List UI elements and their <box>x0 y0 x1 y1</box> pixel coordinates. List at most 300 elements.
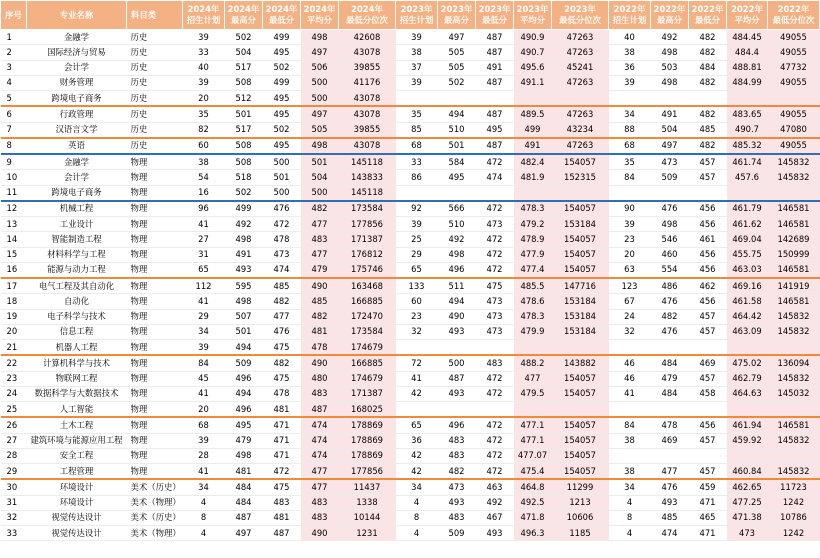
cell-rank-2022: 141919 <box>768 278 820 294</box>
column-header-major: 专业名称 <box>27 1 127 30</box>
cell-min-2022: 482 <box>689 138 727 154</box>
cell-rank-2023: 153184 <box>552 217 609 232</box>
cell-avg-2023 <box>514 340 552 356</box>
column-header-rank-2023: 2023年 最低分位次 <box>552 1 609 30</box>
cell-rank-2024: 166885 <box>339 355 396 371</box>
cell-major: 机器人工程 <box>27 340 127 356</box>
cell-max-2024: 518 <box>225 170 263 185</box>
cell-rank-2023: 47263 <box>552 75 609 90</box>
cell-avg-2024: 500 <box>301 91 339 107</box>
cell-plan-2023 <box>396 91 438 107</box>
cell-avg-2022 <box>727 91 768 107</box>
cell-plan-2024: 41 <box>183 217 225 232</box>
cell-min-2022: 458 <box>689 386 727 401</box>
cell-min-2023: 487 <box>476 106 514 122</box>
cell-avg-2024: 490 <box>301 355 339 371</box>
cell-plan-2024: 39 <box>183 30 225 45</box>
cell-seq: 11 <box>1 185 27 201</box>
cell-subject: 历史 <box>127 122 183 138</box>
cell-max-2023: 487 <box>438 371 476 386</box>
cell-max-2022: 498 <box>651 217 689 232</box>
cell-max-2023: 495 <box>438 170 476 185</box>
cell-min-2023: 473 <box>476 309 514 324</box>
cell-rank-2022: 146581 <box>768 417 820 433</box>
cell-rank-2024: 1338 <box>339 495 396 510</box>
cell-max-2024: 498 <box>225 448 263 463</box>
cell-rank-2024: 168025 <box>339 402 396 418</box>
cell-avg-2023: 478.3 <box>514 309 552 324</box>
cell-major: 物联网工程 <box>27 371 127 386</box>
cell-rank-2023: 11299 <box>552 479 609 495</box>
cell-avg-2024: 487 <box>301 402 339 418</box>
cell-min-2023: 472 <box>476 247 514 262</box>
cell-major: 建筑环境与能源应用工程 <box>27 433 127 448</box>
cell-avg-2022: 473 <box>727 526 768 541</box>
cell-subject: 物理 <box>127 402 183 418</box>
cell-rank-2022: 145832 <box>768 170 820 185</box>
cell-plan-2023: 8 <box>396 510 438 525</box>
cell-max-2023: 497 <box>438 30 476 45</box>
cell-subject: 物理 <box>127 294 183 309</box>
cell-subject: 历史 <box>127 30 183 45</box>
cell-subject: 历史 <box>127 45 183 60</box>
cell-min-2024: 483 <box>263 495 301 510</box>
cell-min-2022: 456 <box>689 247 727 262</box>
cell-plan-2024: 60 <box>183 138 225 154</box>
cell-max-2022: 498 <box>651 75 689 90</box>
cell-min-2022 <box>689 91 727 107</box>
cell-max-2022: 469 <box>651 433 689 448</box>
cell-rank-2023: 47263 <box>552 138 609 154</box>
cell-major: 会计学 <box>27 60 127 75</box>
cell-max-2023: 493 <box>438 386 476 401</box>
table-row <box>1 448 820 463</box>
cell-max-2024: 504 <box>225 45 263 60</box>
cell-avg-2022: 461.58 <box>727 294 768 309</box>
cell-rank-2024: 163468 <box>339 278 396 294</box>
cell-rank-2024: 145118 <box>339 154 396 170</box>
cell-rank-2024: 177856 <box>339 217 396 232</box>
cell-avg-2022: 485.32 <box>727 138 768 154</box>
cell-plan-2024: 54 <box>183 170 225 185</box>
cell-avg-2024: 482 <box>301 309 339 324</box>
cell-plan-2022: 4 <box>609 526 651 541</box>
cell-max-2022: 474 <box>651 526 689 541</box>
cell-seq: 19 <box>1 309 27 324</box>
cell-plan-2024: 39 <box>183 340 225 356</box>
cell-max-2024: 494 <box>225 386 263 401</box>
cell-avg-2022: 475.02 <box>727 355 768 371</box>
cell-rank-2024: 171387 <box>339 386 396 401</box>
cell-avg-2024: 477 <box>301 464 339 480</box>
cell-seq: 4 <box>1 75 27 90</box>
cell-avg-2024: 506 <box>301 60 339 75</box>
cell-rank-2022: 49055 <box>768 45 820 60</box>
cell-rank-2023: 10606 <box>552 510 609 525</box>
cell-min-2023: 472 <box>476 386 514 401</box>
cell-rank-2024: 172470 <box>339 309 396 324</box>
cell-plan-2022: 23 <box>609 232 651 247</box>
cell-avg-2023: 491.1 <box>514 75 552 90</box>
cell-plan-2023: 23 <box>396 309 438 324</box>
cell-plan-2023: 25 <box>396 232 438 247</box>
cell-plan-2022: 39 <box>609 75 651 90</box>
cell-seq: 24 <box>1 386 27 401</box>
cell-major: 信息工程 <box>27 324 127 339</box>
table-row <box>1 60 820 75</box>
cell-avg-2024: 497 <box>301 45 339 60</box>
table-row <box>1 340 820 356</box>
cell-avg-2022: 484.45 <box>727 30 768 45</box>
table-row <box>1 324 820 339</box>
cell-plan-2024: 31 <box>183 247 225 262</box>
cell-avg-2022: 459.92 <box>727 433 768 448</box>
cell-plan-2024: 35 <box>183 106 225 122</box>
cell-rank-2023: 154057 <box>552 433 609 448</box>
cell-major: 环境设计 <box>27 495 127 510</box>
cell-min-2024: 471 <box>263 417 301 433</box>
column-header-avg-2023: 2023年 平均分 <box>514 1 552 30</box>
cell-rank-2023: 154057 <box>552 232 609 247</box>
cell-max-2022: 493 <box>651 495 689 510</box>
cell-seq: 20 <box>1 324 27 339</box>
cell-min-2022: 482 <box>689 45 727 60</box>
column-header-max-2022: 2022年 最高分 <box>651 1 689 30</box>
cell-plan-2023: 33 <box>396 154 438 170</box>
cell-plan-2022 <box>609 185 651 201</box>
cell-max-2023 <box>438 340 476 356</box>
cell-subject: 历史 <box>127 60 183 75</box>
cell-plan-2024: 8 <box>183 510 225 525</box>
cell-plan-2022: 24 <box>609 309 651 324</box>
table-row <box>1 355 820 371</box>
cell-min-2023: 474 <box>476 170 514 185</box>
cell-avg-2022: 484.99 <box>727 75 768 90</box>
cell-max-2022: 476 <box>651 324 689 339</box>
cell-max-2024: 498 <box>225 294 263 309</box>
cell-plan-2024: 41 <box>183 464 225 480</box>
cell-plan-2023: 65 <box>396 262 438 278</box>
cell-max-2023: 496 <box>438 417 476 433</box>
cell-avg-2023: 479.2 <box>514 217 552 232</box>
cell-max-2023: 500 <box>438 355 476 371</box>
cell-min-2022: 457 <box>689 324 727 339</box>
cell-subject: 美术（物理） <box>127 495 183 510</box>
cell-subject: 物理 <box>127 355 183 371</box>
cell-seq: 14 <box>1 232 27 247</box>
cell-seq: 13 <box>1 217 27 232</box>
cell-avg-2022: 455.75 <box>727 247 768 262</box>
cell-avg-2023: 499 <box>514 122 552 138</box>
cell-major: 材料科学与工程 <box>27 247 127 262</box>
cell-rank-2022: 150999 <box>768 247 820 262</box>
cell-min-2024: 476 <box>263 324 301 339</box>
cell-plan-2022: 41 <box>609 386 651 401</box>
cell-avg-2023: 477.9 <box>514 247 552 262</box>
cell-min-2022: 485 <box>689 122 727 138</box>
cell-major: 视觉传达设计 <box>27 510 127 525</box>
cell-plan-2024: 39 <box>183 75 225 90</box>
cell-max-2024: 502 <box>225 185 263 201</box>
cell-max-2023: 505 <box>438 60 476 75</box>
cell-plan-2023 <box>396 402 438 418</box>
cell-min-2024: 500 <box>263 154 301 170</box>
cell-max-2023: 493 <box>438 495 476 510</box>
cell-min-2024: 495 <box>263 91 301 107</box>
cell-avg-2023: 464.8 <box>514 479 552 495</box>
cell-rank-2024: 176812 <box>339 247 396 262</box>
cell-max-2023: 483 <box>438 510 476 525</box>
cell-subject: 物理 <box>127 262 183 278</box>
cell-rank-2022: 10786 <box>768 510 820 525</box>
cell-avg-2022: 463.03 <box>727 262 768 278</box>
column-header-min-2024: 2024年 最低分 <box>263 1 301 30</box>
cell-major: 英语 <box>27 138 127 154</box>
cell-rank-2024: 173584 <box>339 324 396 339</box>
cell-rank-2023 <box>552 402 609 418</box>
cell-min-2024: 471 <box>263 448 301 463</box>
cell-avg-2024: 501 <box>301 154 339 170</box>
cell-min-2023: 472 <box>476 154 514 170</box>
cell-major: 机械工程 <box>27 201 127 217</box>
cell-plan-2024: 34 <box>183 324 225 339</box>
cell-plan-2022: 4 <box>609 495 651 510</box>
cell-rank-2022: 145832 <box>768 464 820 480</box>
cell-rank-2023: 147716 <box>552 278 609 294</box>
cell-max-2022: 503 <box>651 60 689 75</box>
table-row <box>1 170 820 185</box>
cell-min-2022 <box>689 402 727 418</box>
table-row <box>1 526 820 541</box>
cell-avg-2023: 479.5 <box>514 386 552 401</box>
cell-plan-2022 <box>609 448 651 463</box>
cell-max-2022: 492 <box>651 30 689 45</box>
cell-min-2023: 487 <box>476 138 514 154</box>
cell-avg-2023: 478.3 <box>514 201 552 217</box>
cell-min-2024: 495 <box>263 106 301 122</box>
cell-plan-2023: 4 <box>396 495 438 510</box>
table-row <box>1 75 820 90</box>
cell-rank-2024: 171387 <box>339 232 396 247</box>
cell-plan-2023: 42 <box>396 386 438 401</box>
cell-max-2024: 484 <box>225 479 263 495</box>
column-header-subject: 科目类 <box>127 1 183 30</box>
cell-min-2023: 472 <box>476 448 514 463</box>
cell-rank-2022: 145832 <box>768 309 820 324</box>
cell-plan-2024: 112 <box>183 278 225 294</box>
cell-major: 国际经济与贸易 <box>27 45 127 60</box>
cell-avg-2022 <box>727 185 768 201</box>
cell-plan-2022: 35 <box>609 154 651 170</box>
cell-seq: 12 <box>1 201 27 217</box>
cell-major: 金融学 <box>27 154 127 170</box>
cell-rank-2024: 143833 <box>339 170 396 185</box>
cell-max-2023: 493 <box>438 324 476 339</box>
cell-max-2022: 504 <box>651 122 689 138</box>
cell-avg-2023: 495.6 <box>514 60 552 75</box>
cell-major: 跨境电子商务 <box>27 185 127 201</box>
cell-avg-2024: 505 <box>301 122 339 138</box>
cell-min-2023: 491 <box>476 60 514 75</box>
cell-min-2022: 482 <box>689 106 727 122</box>
cell-avg-2022: 461.62 <box>727 217 768 232</box>
cell-rank-2023: 47263 <box>552 45 609 60</box>
cell-major: 人工智能 <box>27 402 127 418</box>
cell-plan-2023: 39 <box>396 30 438 45</box>
table-row <box>1 464 820 480</box>
cell-avg-2024: 477 <box>301 247 339 262</box>
cell-rank-2024: 178869 <box>339 433 396 448</box>
cell-rank-2023: 153184 <box>552 309 609 324</box>
cell-major: 数据科学与大数据技术 <box>27 386 127 401</box>
cell-max-2024: 501 <box>225 324 263 339</box>
cell-avg-2023: 477.07 <box>514 448 552 463</box>
cell-avg-2023: 489.5 <box>514 106 552 122</box>
cell-min-2024: 472 <box>263 464 301 480</box>
cell-rank-2022: 145832 <box>768 154 820 170</box>
cell-avg-2024: 478 <box>301 340 339 356</box>
cell-plan-2022: 32 <box>609 324 651 339</box>
cell-rank-2022: 146581 <box>768 217 820 232</box>
cell-min-2024: 502 <box>263 122 301 138</box>
cell-max-2024: 517 <box>225 122 263 138</box>
cell-max-2024: 512 <box>225 91 263 107</box>
cell-min-2024: 482 <box>263 294 301 309</box>
cell-max-2023: 501 <box>438 138 476 154</box>
cell-avg-2024: 498 <box>301 138 339 154</box>
cell-seq: 18 <box>1 294 27 309</box>
cell-avg-2022: 460.84 <box>727 464 768 480</box>
cell-avg-2022: 471.38 <box>727 510 768 525</box>
cell-plan-2024: 20 <box>183 91 225 107</box>
cell-avg-2023: 481.9 <box>514 170 552 185</box>
column-header-avg-2022: 2022年 平均分 <box>727 1 768 30</box>
table-row <box>1 201 820 217</box>
cell-min-2023: 472 <box>476 232 514 247</box>
cell-rank-2022: 1242 <box>768 495 820 510</box>
cell-rank-2022 <box>768 340 820 356</box>
cell-max-2024: 501 <box>225 106 263 122</box>
cell-avg-2024: 474 <box>301 433 339 448</box>
cell-max-2024: 496 <box>225 402 263 418</box>
cell-max-2022 <box>651 448 689 463</box>
cell-avg-2024: 483 <box>301 495 339 510</box>
cell-avg-2022: 461.79 <box>727 201 768 217</box>
table-row <box>1 386 820 401</box>
cell-min-2023: 472 <box>476 417 514 433</box>
cell-major: 能源与动力工程 <box>27 262 127 278</box>
cell-rank-2022: 49055 <box>768 138 820 154</box>
table-row <box>1 417 820 433</box>
cell-plan-2023: 60 <box>396 294 438 309</box>
cell-max-2023: 483 <box>438 433 476 448</box>
cell-rank-2024: 43078 <box>339 45 396 60</box>
cell-seq: 28 <box>1 448 27 463</box>
cell-plan-2023: 36 <box>396 433 438 448</box>
cell-min-2022 <box>689 340 727 356</box>
cell-min-2024: 477 <box>263 309 301 324</box>
cell-plan-2023 <box>396 185 438 201</box>
cell-avg-2022: 464.42 <box>727 309 768 324</box>
cell-avg-2024: 474 <box>301 417 339 433</box>
cell-seq: 2 <box>1 45 27 60</box>
cell-min-2022: 457 <box>689 371 727 386</box>
cell-max-2023: 482 <box>438 464 476 480</box>
cell-rank-2022: 49055 <box>768 75 820 90</box>
cell-max-2023: 498 <box>438 247 476 262</box>
cell-plan-2022: 34 <box>609 479 651 495</box>
cell-avg-2022: 488.81 <box>727 60 768 75</box>
cell-avg-2023: 490.7 <box>514 45 552 60</box>
cell-rank-2023 <box>552 185 609 201</box>
cell-avg-2022: 484.4 <box>727 45 768 60</box>
table-row <box>1 402 820 418</box>
cell-rank-2022 <box>768 448 820 463</box>
cell-max-2023: 492 <box>438 232 476 247</box>
cell-rank-2024: 178869 <box>339 448 396 463</box>
cell-rank-2024: 173584 <box>339 201 396 217</box>
cell-min-2023: 463 <box>476 479 514 495</box>
cell-plan-2022 <box>609 91 651 107</box>
cell-major: 工业设计 <box>27 217 127 232</box>
cell-plan-2022 <box>609 402 651 418</box>
cell-max-2023: 473 <box>438 479 476 495</box>
cell-major: 土木工程 <box>27 417 127 433</box>
table-row <box>1 122 820 138</box>
cell-max-2022: 554 <box>651 262 689 278</box>
cell-avg-2022: 490.7 <box>727 122 768 138</box>
cell-rank-2024: 145118 <box>339 185 396 201</box>
cell-plan-2023: 133 <box>396 278 438 294</box>
cell-min-2024: 478 <box>263 232 301 247</box>
cell-min-2022: 469 <box>689 355 727 371</box>
cell-seq: 10 <box>1 170 27 185</box>
cell-min-2023: 483 <box>476 355 514 371</box>
cell-plan-2023: 42 <box>396 448 438 463</box>
cell-rank-2023: 154057 <box>552 464 609 480</box>
cell-rank-2024: 43078 <box>339 91 396 107</box>
cell-major: 行政管理 <box>27 106 127 122</box>
cell-major: 计算机科学与技术 <box>27 355 127 371</box>
cell-avg-2022: 457.6 <box>727 170 768 185</box>
cell-seq: 21 <box>1 340 27 356</box>
cell-avg-2022: 462.79 <box>727 371 768 386</box>
table-row <box>1 479 820 495</box>
cell-seq: 8 <box>1 138 27 154</box>
cell-min-2022: 482 <box>689 30 727 45</box>
cell-avg-2024: 477 <box>301 217 339 232</box>
cell-subject: 物理 <box>127 386 183 401</box>
cell-avg-2023: 478.9 <box>514 232 552 247</box>
cell-avg-2023: 471.8 <box>514 510 552 525</box>
cell-max-2022: 485 <box>651 510 689 525</box>
cell-max-2022: 477 <box>651 464 689 480</box>
cell-plan-2023: 92 <box>396 201 438 217</box>
cell-max-2022 <box>651 340 689 356</box>
cell-max-2024: 508 <box>225 154 263 170</box>
table-row <box>1 45 820 60</box>
cell-seq: 25 <box>1 402 27 418</box>
cell-subject: 历史 <box>127 75 183 90</box>
cell-seq: 29 <box>1 464 27 480</box>
cell-rank-2022: 136094 <box>768 355 820 371</box>
cell-rank-2023: 154057 <box>552 371 609 386</box>
cell-min-2024: 495 <box>263 138 301 154</box>
cell-rank-2022: 145832 <box>768 433 820 448</box>
cell-subject: 物理 <box>127 232 183 247</box>
cell-plan-2022: 84 <box>609 417 651 433</box>
cell-plan-2022: 88 <box>609 122 651 138</box>
